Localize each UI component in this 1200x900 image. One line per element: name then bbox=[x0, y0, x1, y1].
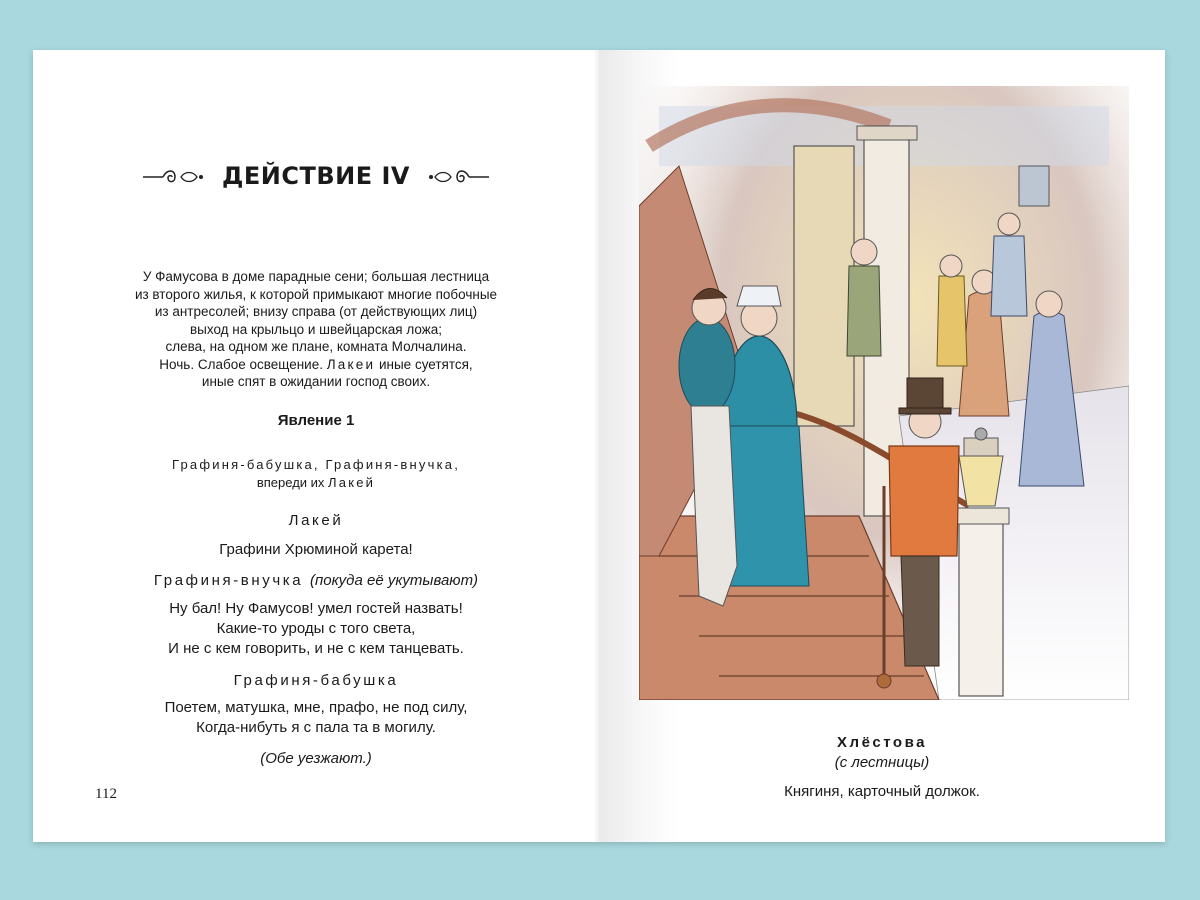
verse-line: Ну бал! Ну Фамусов! умел гостей назвать! bbox=[169, 600, 463, 617]
speaker-name: Графиня-внучка bbox=[153, 572, 304, 589]
verse-line bbox=[33, 718, 599, 738]
left-ornament-icon bbox=[141, 167, 205, 187]
persons-fragment: Лакей bbox=[328, 475, 376, 490]
stage-remark: (покуда её укутывают) bbox=[310, 572, 479, 589]
dialogue-verse bbox=[33, 599, 599, 659]
stage-direction-line: У Фамусова в доме парадные сени; большая лестница bbox=[142, 269, 490, 284]
verse-fragment: пала та bbox=[315, 719, 369, 736]
stage-direction-line: иные спят в ожидании господ своих. bbox=[201, 374, 431, 389]
speaker-name: Лакей bbox=[288, 512, 344, 529]
stage-direction-line bbox=[33, 356, 599, 374]
stage-direction-fragment: иные суетятся, bbox=[378, 356, 473, 372]
verse-fragment: в могилу. bbox=[372, 719, 436, 736]
verse-line: Поетем, матушка, мне, прафо, не под силу, bbox=[164, 699, 468, 716]
speaker-name: Графиня-бабушка bbox=[233, 672, 399, 689]
dialogue-verse bbox=[33, 698, 599, 738]
persons-fragment: впереди их bbox=[256, 475, 325, 490]
dialogue-line: Графини Хрюминой карета! bbox=[219, 541, 413, 558]
stage-direction-fragment: Ночь. Слабое освещение. bbox=[159, 356, 323, 372]
persons-list bbox=[33, 456, 599, 492]
left-page bbox=[33, 50, 599, 842]
stage-direction-line: из антресолей; внизу справа (от действующих лиц) bbox=[154, 304, 478, 319]
verse-line: И не с кем говорить, и не с кем танцевать. bbox=[168, 640, 464, 657]
act-heading bbox=[33, 162, 599, 190]
persons-line bbox=[33, 474, 599, 492]
speaker-heading bbox=[33, 572, 599, 589]
scene-title: Явление 1 bbox=[277, 412, 355, 429]
right-ornament-icon bbox=[427, 167, 491, 187]
stage-direction-fragment: Лакеи bbox=[326, 356, 376, 372]
verse-line: Какие-то уроды с того света, bbox=[216, 620, 416, 637]
stage-remark: (с лестницы) bbox=[834, 754, 930, 771]
staircase-scene-illustration bbox=[639, 86, 1129, 700]
page-number: 112 bbox=[95, 786, 117, 802]
persons-line: Графиня-бабушка, Графиня-внучка, bbox=[171, 457, 461, 472]
act-title: ДЕЙСТВИЕ IV bbox=[222, 162, 410, 190]
stage-direction-line: выход на крыльцо и швейцарская ложа; bbox=[189, 321, 443, 337]
dialogue-line: Княгиня, карточный должок. bbox=[784, 783, 980, 800]
speaker-name: Хлёстова bbox=[837, 734, 927, 751]
right-page bbox=[599, 50, 1165, 842]
stage-direction-line: из второго жилья, к которой примыкают многие побочные bbox=[134, 286, 498, 302]
stage-direction bbox=[33, 268, 599, 391]
exit-remark: (Обе уезжают.) bbox=[260, 750, 372, 767]
verse-fragment: Когда-нибуть я с bbox=[196, 719, 312, 736]
book-spread bbox=[33, 50, 1165, 842]
stage-direction-line: слева, на одном же плане, комната Молчалина. bbox=[165, 339, 467, 354]
